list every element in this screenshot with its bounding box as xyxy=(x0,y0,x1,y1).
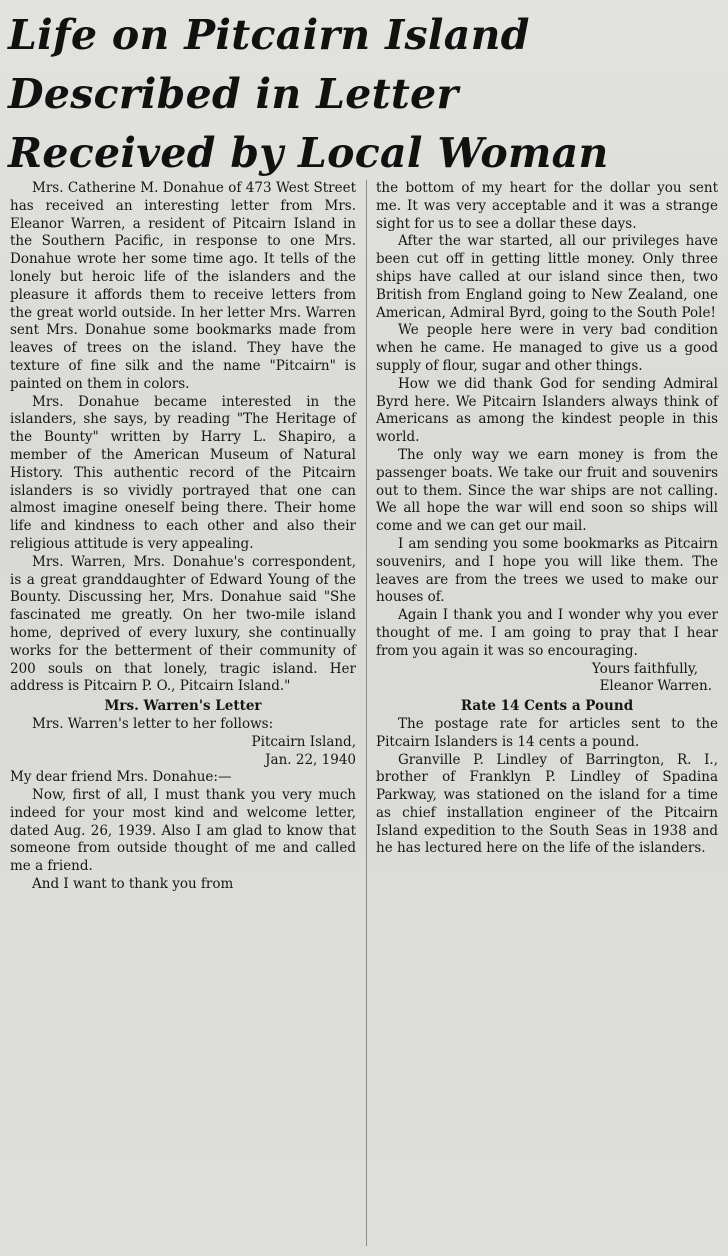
paragraph: Granville P. Lindley of Barrington, R. I., brother of Franklyn P. Lindley of Spadina Parkway, was stationed on the island for a time as chief installation engineer of the Pitcairn Island expedition to the South Seas in 1938 and he has lectured here on the life of the islanders. xyxy=(376,751,718,857)
headline-line-2: Described in Letter xyxy=(8,70,459,118)
paragraph: Mrs. Donahue became interested in the islanders, she says, by reading "The Heritage of the Bounty" written by Harry L. Shapiro, a member of the American Museum of Natural History. This authentic record of the Pitcairn islanders is so vividly portrayed that one can almost imagine oneself being there. Their home life and kindness to each other and also their religious attitude is very appealing. xyxy=(10,393,356,552)
paragraph: How we did thank God for sending Admiral Byrd here. We Pitcairn Islanders always think of Americans as among the kindest people in this world. xyxy=(376,375,718,446)
paragraph: Now, first of all, I must thank you very much indeed for your most kind and welcome letter, dated Aug. 26, 1939. Also I am glad to know that someone from outside thought of me and called me a friend. xyxy=(10,787,356,875)
letter-date: Jan. 22, 1940 xyxy=(265,751,356,768)
paragraph: The postage rate for articles sent to the Pitcairn Islanders is 14 cents a pound. xyxy=(376,715,718,750)
paragraph: And I want to thank you from xyxy=(32,876,234,893)
paragraph: Mrs. Warren, Mrs. Donahue's correspondent, is a great granddaughter of Edward Young of the Bounty. Discussing her, Mrs. Donahue said "She fascinated me greatly. On her two-mile island home, deprived of every luxury, she continually works for the betterment of their community of 200 souls on that lonely, tragic island. Her address is Pitcairn P. O., Pitcairn Island." xyxy=(10,553,356,695)
paragraph: Mrs. Catherine M. Donahue of 473 West Street has received an interesting letter from Mrs. Eleanor Warren, a resident of Pitcairn Island in the Southern Pacific, in response to one Mrs. Donahue wrote her some time ago. It tells of the lonely but heroic life of the islanders and the pleasure it affords them to receive letters from the great world outside. In her letter Mrs. Warren sent Mrs. Donahue some bookmarks made from leaves of trees on the island. They have the texture of fine silk and the name "Pitcairn" is painted on them in colors. xyxy=(10,180,356,392)
letter-salutation: My dear friend Mrs. Donahue:— xyxy=(10,769,232,786)
paragraph: We people here were in very bad condition when he came. He managed to give us a good supply of flour, sugar and other things. xyxy=(376,322,718,374)
letter-intro: Mrs. Warren's letter to her follows: xyxy=(32,715,274,732)
letter-subhead: Mrs. Warren's Letter xyxy=(104,698,262,715)
rate-subhead: Rate 14 Cents a Pound xyxy=(460,698,634,715)
right-column xyxy=(376,180,718,858)
headline xyxy=(8,6,720,183)
letter-place: Pitcairn Island, xyxy=(251,733,356,750)
headline-line-3: Received by Local Woman xyxy=(8,129,609,177)
closing: Yours faithfully, xyxy=(591,660,698,677)
paragraph: I am sending you some bookmarks as Pitcairn souvenirs, and I hope you will like them. The leaves are from the trees we used to make our houses of. xyxy=(376,535,718,606)
column-rule xyxy=(366,180,367,1246)
paragraph: the bottom of my heart for the dollar you sent me. It was very acceptable and it was a strange sight for us to see a dollar these days. xyxy=(376,180,718,232)
signature: Eleanor Warren. xyxy=(599,678,712,695)
paragraph: Again I thank you and I wonder why you ever thought of me. I am going to pray that I hear from you again it was so encouraging. xyxy=(376,607,718,659)
paragraph: The only way we earn money is from the passenger boats. We take our fruit and souvenirs out to them. Since the war ships are not calling. We all hope the war will end soon so ships will come and we can get our mail. xyxy=(376,446,718,535)
left-column xyxy=(10,180,356,894)
paragraph: After the war started, all our privileges have been cut off in getting little money. Only three ships have called at our island since then, two British from England going to New Zealand, one American, Admiral Byrd, going to the South Pole! xyxy=(376,233,718,321)
headline-line-1: Life on Pitcairn Island xyxy=(8,11,530,59)
